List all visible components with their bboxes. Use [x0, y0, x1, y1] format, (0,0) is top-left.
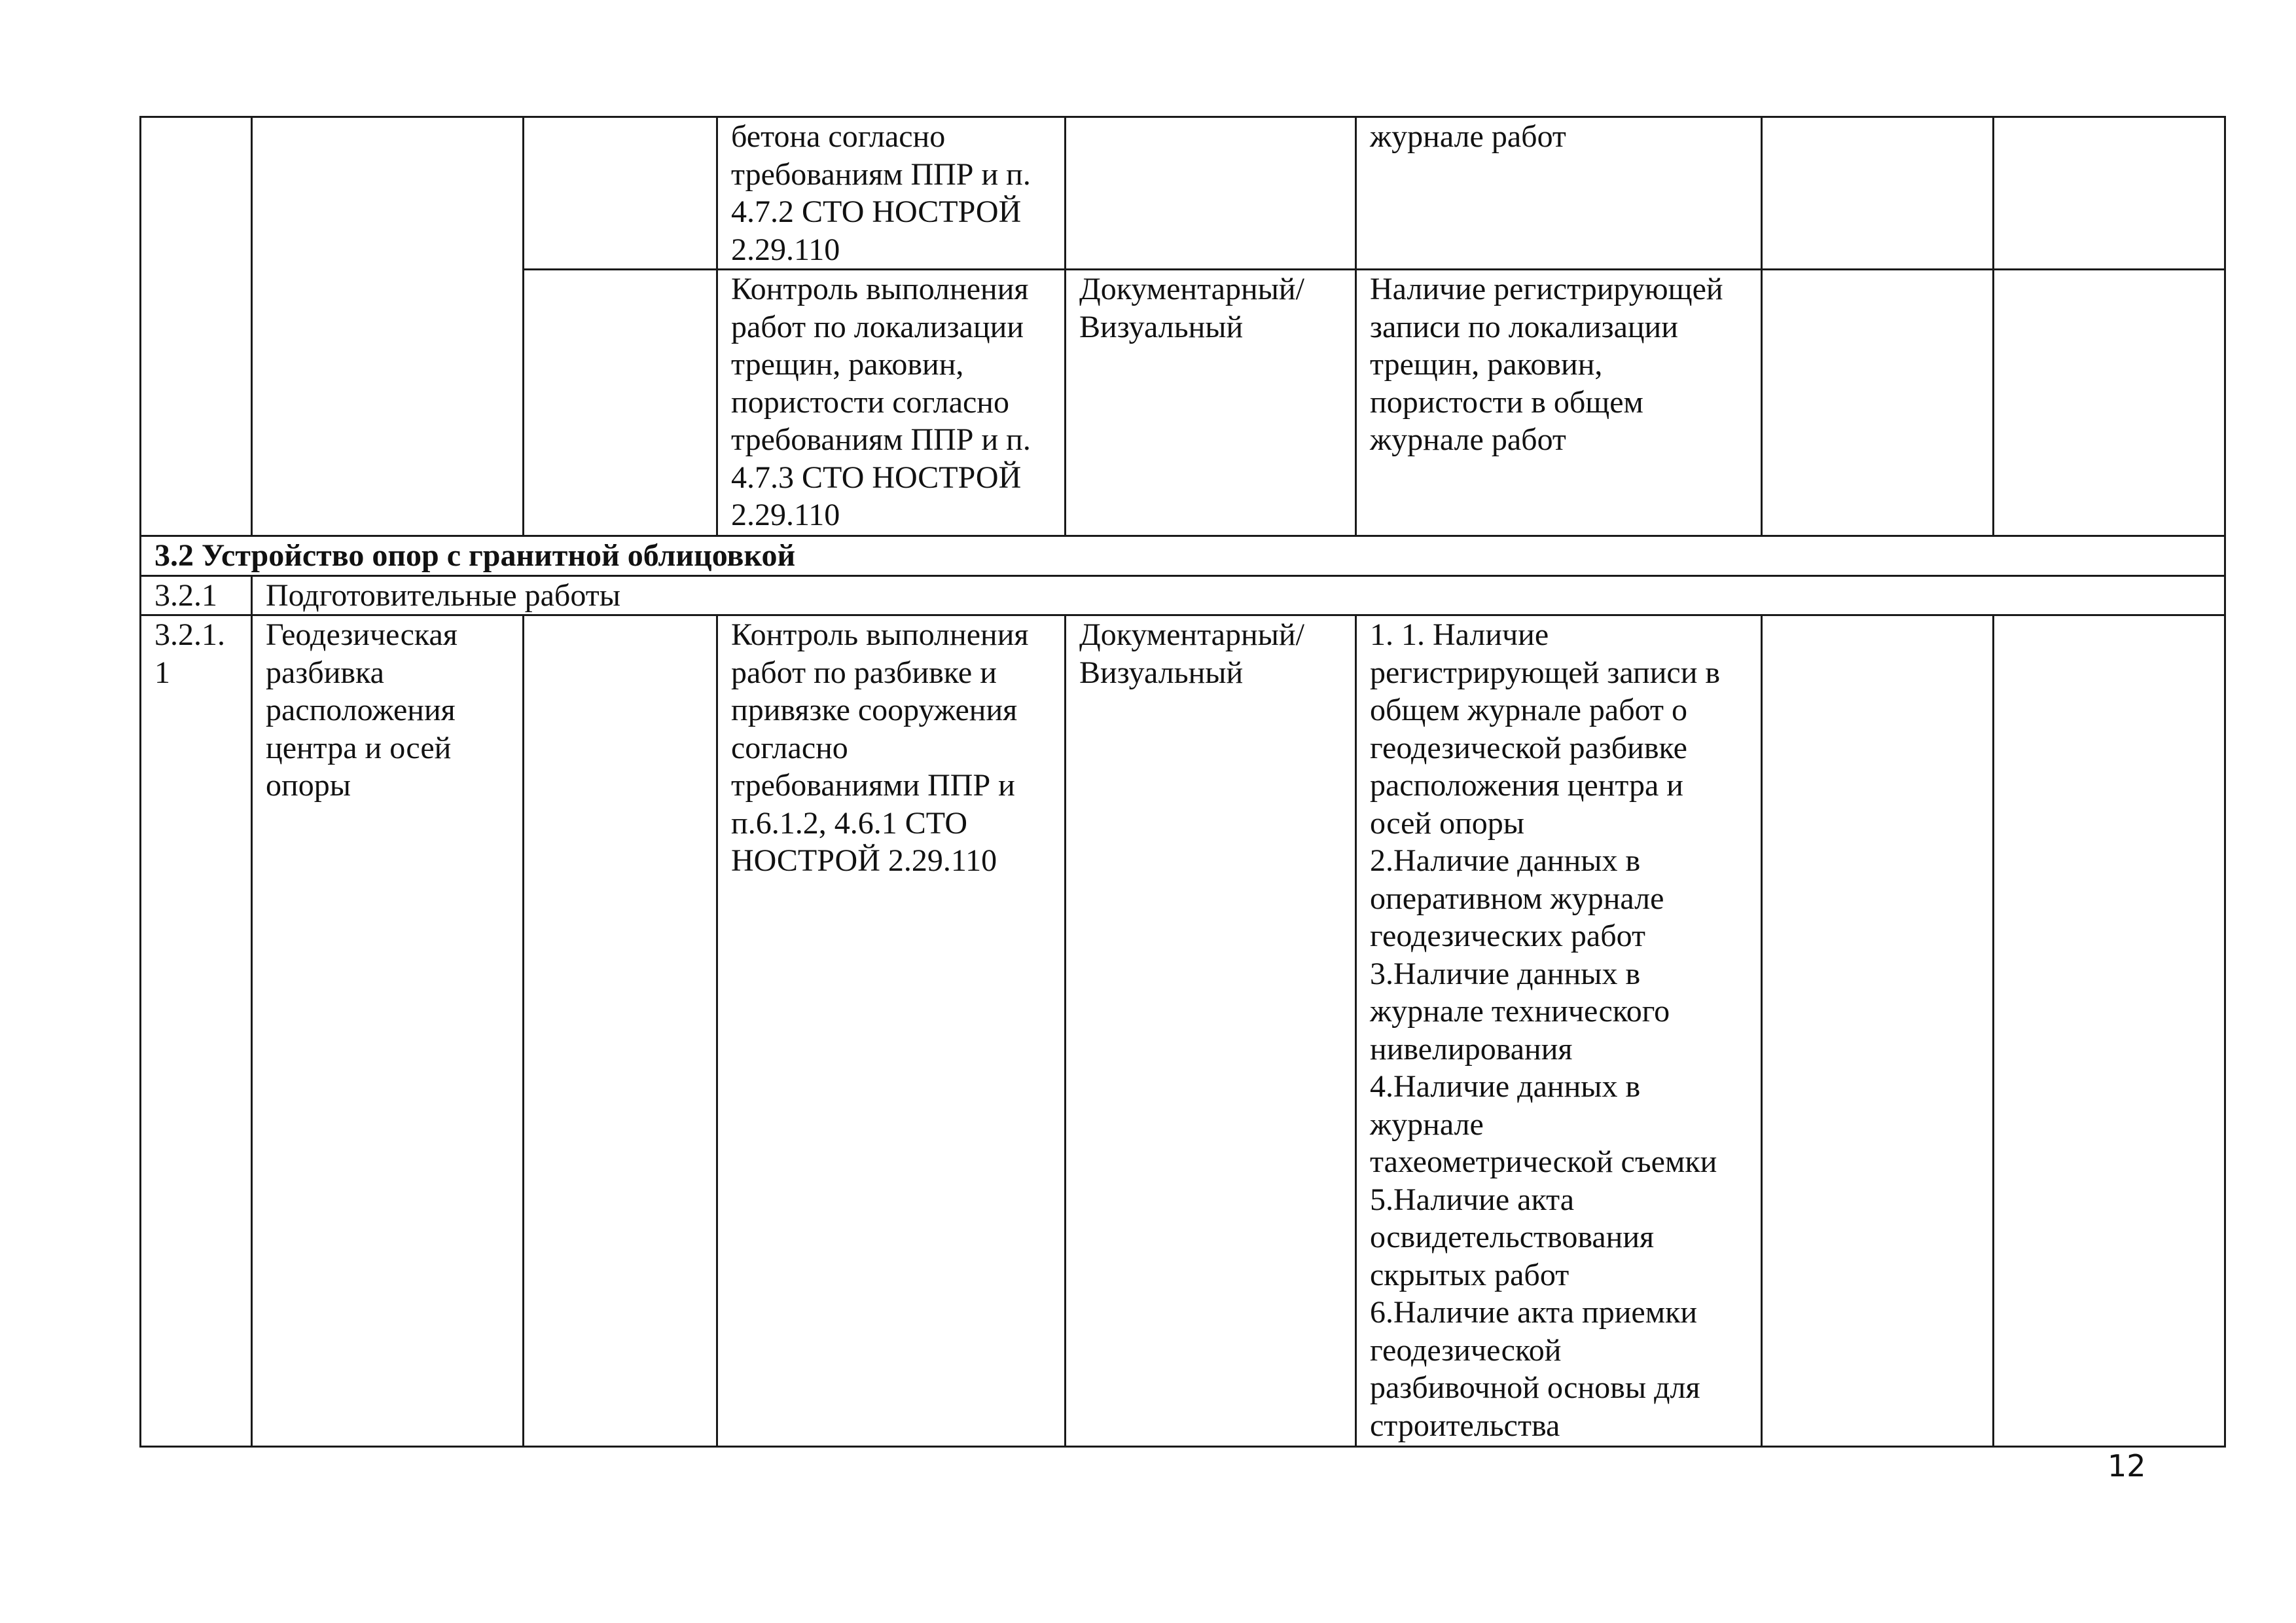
subsection-title: Подготовительные работы — [252, 575, 2225, 615]
table-row — [141, 117, 2225, 270]
empty-cell — [1762, 615, 1994, 1447]
evidence-cell: журнале работ — [1356, 117, 1762, 270]
page-number: 12 — [2108, 1448, 2146, 1484]
method-cell: Документарный/ Визуальный — [1066, 270, 1356, 536]
item-name-cell: Геодезическая разбивка расположения центра и осей опоры — [252, 615, 524, 1447]
evidence-cell: 1. 1. Наличие регистрирующей записи в общем журнале работ о геодезической разбивке расположения центра и осей опоры 2.Наличие данных в оперативном журнале геодезических работ 3.Наличие данных в журнале технического нивелирования 4.Наличие данных в журнале тахеометрической съемки 5.Наличие акта освидетельствования скрытых работ 6.Наличие акта приемки геодезической разбивочной основы для строительства — [1356, 615, 1762, 1447]
inspection-table — [139, 116, 2226, 1448]
empty-cell — [1994, 117, 2225, 270]
requirement-cell: Контроль выполнения работ по локализации трещин, раковин, пористости согласно требованиям ППР и п. 4.7.3 СТО НОСТРОЙ 2.29.110 — [717, 270, 1066, 536]
section-row — [141, 536, 2225, 576]
empty-cell — [1762, 270, 1994, 536]
requirement-cell: Контроль выполнения работ по разбивке и привязке сооружения согласно требованиями ППР и п.6.1.2, 4.6.1 СТО НОСТРОЙ 2.29.110 — [717, 615, 1066, 1447]
empty-cell — [524, 615, 717, 1447]
item-name-cell — [252, 117, 524, 536]
item-number-cell: 3.2.1. 1 — [141, 615, 252, 1447]
evidence-cell: Наличие регистрирующей записи по локализации трещин, раковин, пористости в общем журнале работ — [1356, 270, 1762, 536]
empty-cell — [1994, 615, 2225, 1447]
empty-cell — [1994, 270, 2225, 536]
subsection-row — [141, 575, 2225, 615]
table-row — [141, 615, 2225, 1447]
requirement-cell: бетона согласно требованиям ППР и п. 4.7.2 СТО НОСТРОЙ 2.29.110 — [717, 117, 1066, 270]
method-cell — [1066, 117, 1356, 270]
method-cell: Документарный/ Визуальный — [1066, 615, 1356, 1447]
empty-cell — [1762, 117, 1994, 270]
subsection-number: 3.2.1 — [141, 575, 252, 615]
section-title: 3.2 Устройство опор с гранитной облицовкой — [141, 536, 2225, 576]
empty-cell — [524, 270, 717, 536]
empty-cell — [524, 117, 717, 270]
item-number-cell — [141, 117, 252, 536]
